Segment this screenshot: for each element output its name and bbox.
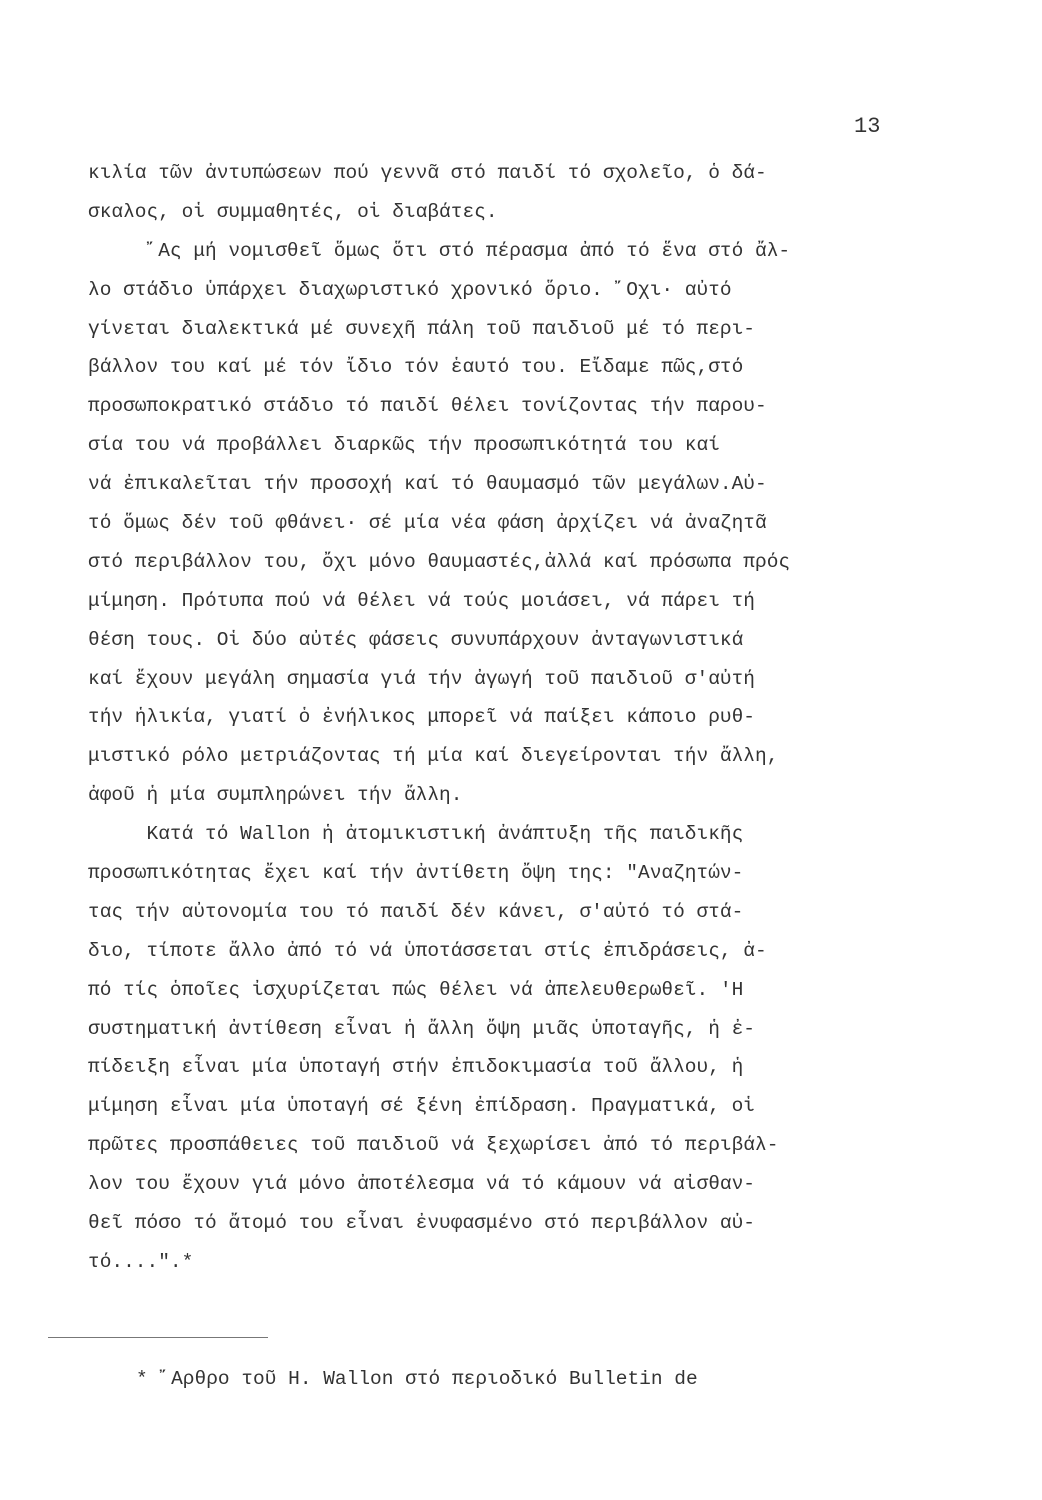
text-line: θέση τους. Οἱ δύο αὐτές φάσεις συνυπάρχουν ἀνταγωνιστικά [88,628,744,651]
body-text [88,154,928,1282]
text-line: τό....".* [88,1250,194,1273]
page-number: 13 [854,114,881,139]
text-line: λο στάδιο ὑπάρχει διαχωριστικό χρονικό ὅριο. ῎Οχι· αὐτό [88,278,732,301]
text-line: σκαλος, οἱ συμμαθητές, οἱ διαβάτες. [88,200,498,223]
text-line: πό τίς ὁποῖες ἰσχυρίζεται πώς θέλει νά ἀπελευθερωθεῖ. 'Η [88,978,744,1001]
text-line: κιλία τῶν ἀντυπώσεων πού γεννᾶ στό παιδί τό σχολεῖο, ὁ δά- [88,162,767,184]
text-line: σία του νά προβάλλει διαρκῶς τήν προσωπικότητά του καί [88,434,720,457]
text-line: τας τήν αὐτονομία του τό παιδί δέν κάνει, σ'αὐτό τό στά- [88,900,744,923]
text-line: τήν ἡλικία, γιατί ὁ ἐνήλικος μπορεῖ νά παίξει κάποιο ρυθ- [88,706,756,729]
text-line: ῎Ας μή νομισθεῖ ὅμως ὅτι στό πέρασμα ἀπό τό ἕνα στό ἄλ- [88,239,791,262]
text-line: μίμηση. Πρότυπα πού νά θέλει νά τούς μοιάσει, νά πάρει τή [88,589,756,612]
text-line: ἀφοῦ ἡ μία συμπληρώνει τήν ἄλλη. [88,784,463,807]
text-line: καί ἔχουν μεγάλη σημασία γιά τήν ἀγωγή τοῦ παιδιοῦ σ'αὐτή [88,667,756,690]
footnote: * ῎Αρθρο τοῦ H. Wallon στό περιοδικό Bulletin de [136,1368,698,1390]
footnote-separator [48,1337,268,1338]
text-line: μίμηση εἶναι μία ὑποταγή σέ ξένη ἐπίδραση. Πραγματικά, οἱ [88,1095,756,1118]
text-line: μιστικό ρόλο μετριάζοντας τή μία καί διεγείρονται τήν ἄλλη, [88,745,779,768]
text-line: στό περιβάλλον του, ὄχι μόνο θαυμαστές,ἀλλά καί πρόσωπα πρός [88,550,791,573]
text-line: πίδειξη εἶναι μία ὑποταγή στήν ἐπιδοκιμασία τοῦ ἄλλου, ἡ [88,1056,744,1079]
text-line: Κατά τό Wallon ἡ ἀτομικιστική ἀνάπτυξη τῆς παιδικῆς [88,823,744,846]
text-line: τό ὅμως δέν τοῦ φθάνει· σέ μία νέα φάση ἀρχίζει νά ἀναζητᾶ [88,512,767,535]
text-line: προσωποκρατικό στάδιο τό παιδί θέλει τονίζοντας τήν παρου- [88,395,767,418]
text-line: πρῶτες προσπάθειες τοῦ παιδιοῦ νά ξεχωρίσει ἀπό τό περιβάλ- [88,1134,779,1157]
text-line: διο, τίποτε ἄλλο ἀπό τό νά ὑποτάσσεται στίς ἐπιδράσεις, ἀ- [88,939,767,962]
text-line: γίνεται διαλεκτικά μέ συνεχῆ πάλη τοῦ παιδιοῦ μέ τό περι- [88,317,756,340]
text-line: θεῖ πόσο τό ἄτομό του εἶναι ἐνυφασμένο στό περιβάλλον αὐ- [88,1212,756,1235]
text-line: νά ἐπικαλεῖται τήν προσοχή καί τό θαυμασμό τῶν μεγάλων.Αὐ- [88,473,767,496]
text-line: συστηματική ἀντίθεση εἶναι ἡ ἄλλη ὄψη μιᾶς ὑποταγῆς, ἡ ἐ- [88,1017,756,1040]
text-line: λον του ἔχουν γιά μόνο ἀποτέλεσμα νά τό κάμουν νά αἰσθαν- [88,1173,756,1196]
text-line: προσωπικότητας ἔχει καί τήν ἀντίθετη ὄψη της: "Αναζητών- [88,862,744,885]
text-line: βάλλον του καί μέ τόν ἴδιο τόν ἑαυτό του. Εἴδαμε πῶς,στό [88,356,744,379]
